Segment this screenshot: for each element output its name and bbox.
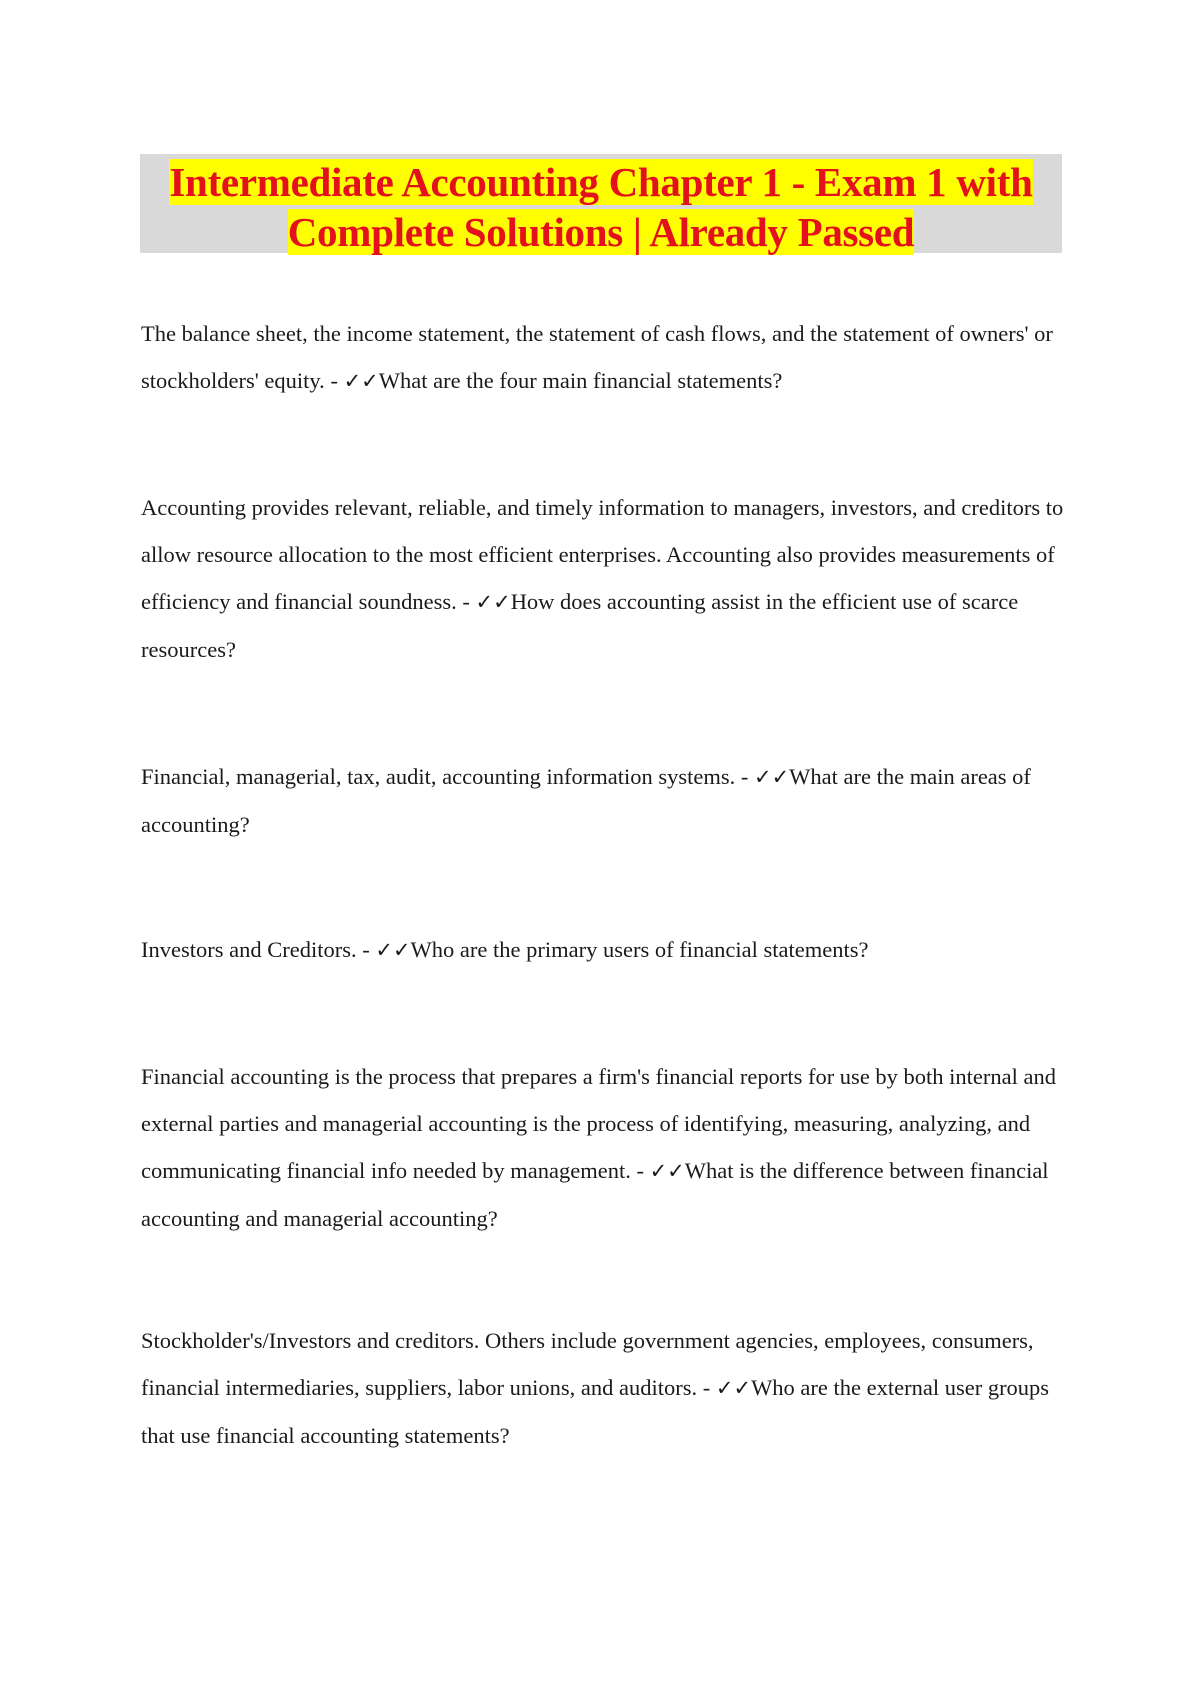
check-icon: ✓✓ — [715, 1376, 752, 1400]
title-line-2: Complete Solutions | Already Passed — [287, 209, 915, 255]
separator: - — [324, 368, 344, 393]
qa-entry — [141, 484, 1071, 673]
question-text: How does accounting assist in the efficient use of scarce resources? — [141, 589, 1019, 662]
check-icon: ✓✓ — [343, 369, 379, 393]
check-icon: ✓✓ — [375, 938, 411, 962]
question-text: What is the difference between financial accounting and managerial accounting? — [141, 1158, 1049, 1231]
qa-entry — [141, 1317, 1071, 1459]
separator: - — [735, 764, 754, 789]
question-text: What are the four main financial statements? — [378, 368, 783, 393]
answer-text: Financial, managerial, tax, audit, accounting information systems. — [141, 764, 736, 789]
document-title — [140, 154, 1062, 253]
qa-entry — [141, 1053, 1071, 1242]
answer-text: Investors and Creditors. — [141, 937, 357, 962]
answer-text: The balance sheet, the income statement, the statement of cash flows, and the statement of owners' or stockholders' equity. — [141, 321, 1053, 393]
separator: - — [697, 1375, 716, 1400]
question-text: Who are the primary users of financial statements? — [410, 937, 869, 962]
separator: - — [630, 1158, 650, 1183]
separator: - — [356, 937, 376, 962]
check-icon: ✓✓ — [649, 1159, 685, 1183]
answer-text: Accounting provides relevant, reliable, and timely information to managers, investors, and creditors to allow resource allocation to the most efficient enterprises. Accounting also provides measurements of efficiency and financial soundness. — [141, 495, 1064, 614]
qa-entry — [141, 926, 1071, 974]
qa-entry — [141, 753, 1071, 848]
question-text: What are the main areas of accounting? — [141, 764, 1031, 837]
qa-entry — [141, 310, 1071, 405]
answer-text: Financial accounting is the process that prepares a firm's financial reports for use by both internal and external parties and managerial accounting is the process of identifying, measuring, analyzing, and communicating financial info needed by management. — [141, 1064, 1057, 1183]
question-text: Who are the external user groups that use financial accounting statements? — [141, 1375, 1050, 1448]
check-icon: ✓✓ — [753, 765, 790, 789]
separator: - — [456, 589, 476, 614]
check-icon: ✓✓ — [475, 590, 511, 614]
title-line-1: Intermediate Accounting Chapter 1 - Exam 1 with — [169, 159, 1033, 205]
answer-text: Stockholder's/Investors and creditors. Others include government agencies, employees, consumers, financial intermediaries, suppliers, labor unions, and auditors. — [141, 1328, 1034, 1400]
